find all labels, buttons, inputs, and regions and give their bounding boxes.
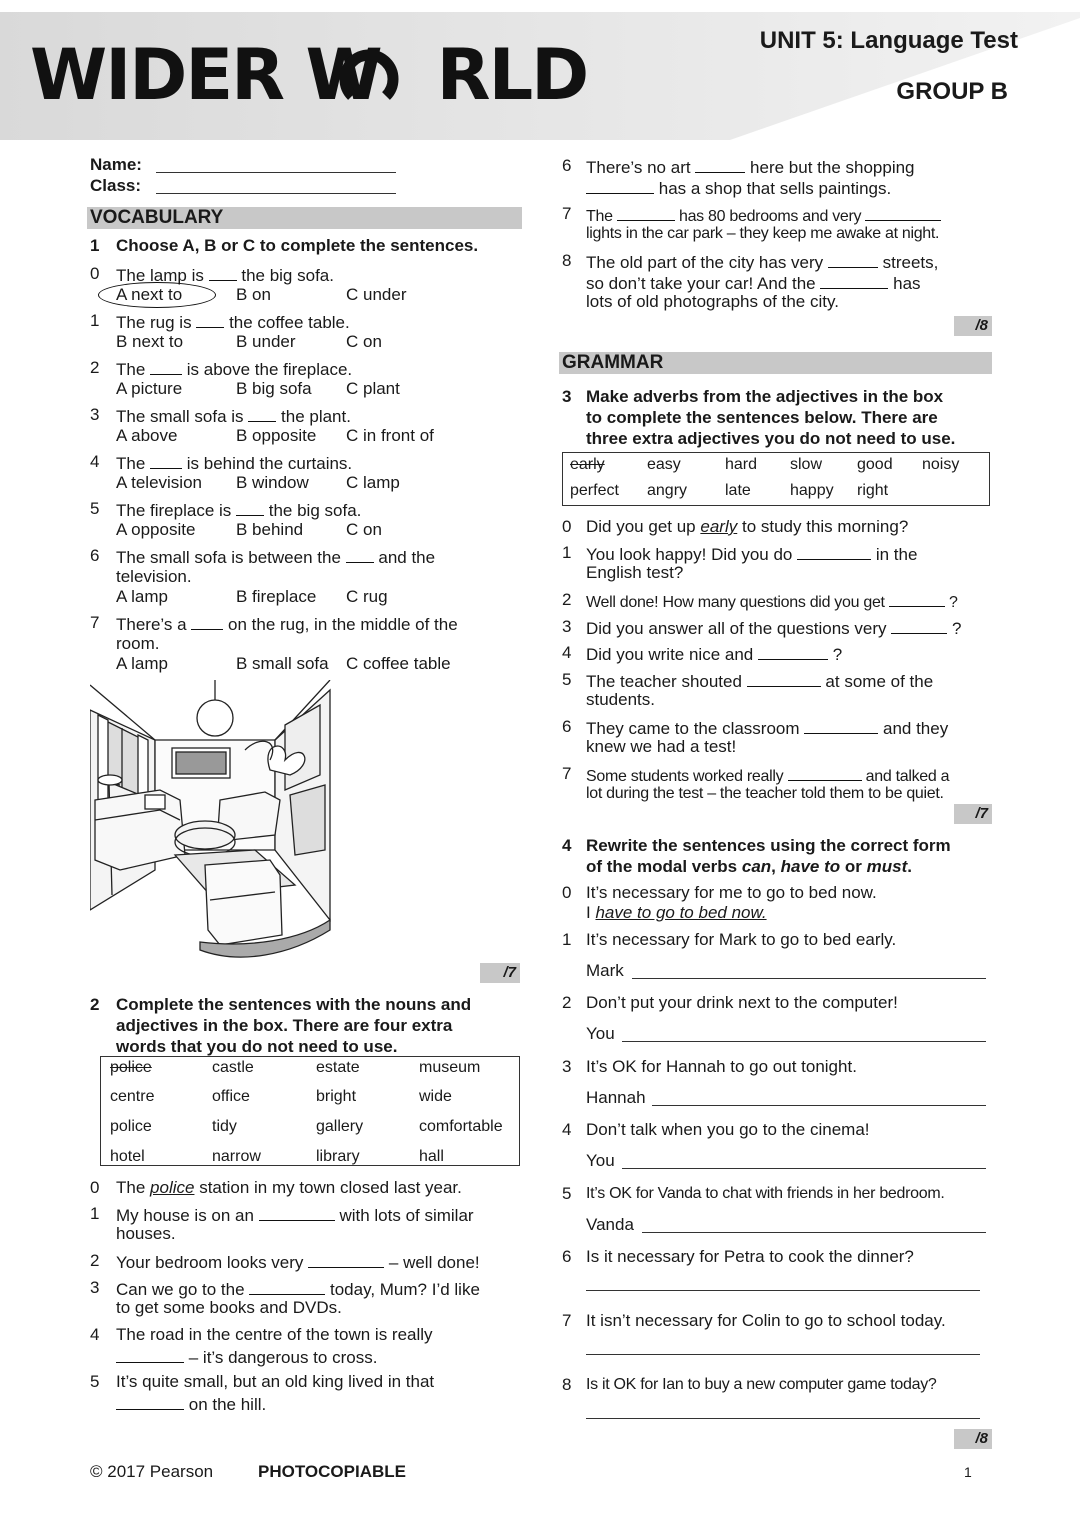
ex2-item-sentence [116,1204,474,1226]
logo: WIDER W RLD [30,34,588,116]
word-box-word: gallery [316,1118,364,1135]
answer-start: Vanda [586,1215,634,1234]
ex4-item-sentence: Don’t talk when you go to the cinema! [586,1120,870,1139]
answer-blank[interactable] [209,264,237,281]
sentence-end: on the rug, in the middle of the [228,615,458,634]
ex4-item-sentence: Is it OK for Ian to buy a new computer game today? [586,1376,937,1393]
sentence-start: Can we go to the [116,1280,245,1299]
option-c[interactable]: C on [346,520,382,539]
word-box-word: tidy [212,1118,237,1135]
sentence-end: and the [378,548,436,567]
ex3-item-sentence [586,643,842,665]
ex2-item-sentence-line2 [116,1346,377,1368]
ex1-item-sentence-line2: room. [116,634,160,653]
sentence-start: Did you write nice and [586,645,754,664]
ex2-item-sentence [116,1178,462,1198]
answer-line[interactable] [652,1105,986,1106]
sentence-start: They came to the classroom [586,719,800,738]
sentence-end: station in my town closed last year. [199,1178,462,1197]
answer-blank[interactable] [617,204,675,221]
ex1-item-number: 5 [90,499,100,518]
ex3-item-number: 0 [562,517,572,536]
example-answer: police [150,1178,195,1197]
word-box-word: happy [790,482,834,499]
ex3-item-sentence [586,590,958,613]
answer-start: Mark [586,961,624,980]
sentence-start: The fireplace is [116,501,232,520]
word-box-word: hall [419,1148,444,1165]
sentence-start: so don’t take your car! And the [586,274,816,293]
ex3-item-number: 1 [562,543,572,562]
group-label: GROUP B [896,78,1008,105]
word-box-word: estate [316,1059,360,1076]
ex3-item-sentence [586,617,961,639]
ex2-item-number: 6 [562,156,572,175]
sentence-end: – well done! [388,1253,480,1272]
ex4-item-number: 5 [562,1184,572,1203]
sentence-end: today, Mum? I’d like [330,1280,480,1299]
ex2-item-number: 2 [90,1251,100,1270]
option-a[interactable]: A lamp [116,587,168,606]
grammar-heading: GRAMMAR [559,352,992,374]
word-box-word: narrow [212,1148,261,1165]
ex4-item-number: 8 [562,1375,572,1394]
ex2-item-number: 7 [562,204,572,223]
ex2-instruction-3: words that you do not need to use. [116,1037,398,1056]
answer-blank[interactable] [788,764,862,781]
ex2-item-sentence-line3: lots of old photographs of the city. [586,292,839,311]
ex4-item-sentence: It’s necessary for Mark to go to bed early. [586,930,897,949]
ex4-instruction-1: Rewrite the sentences using the correct form [586,836,951,855]
answer-blank[interactable] [820,272,888,289]
word-box-word: library [316,1148,360,1165]
option-a[interactable]: A lamp [116,654,168,673]
word-box-word: noisy [922,456,960,473]
ex3-instruction-1: Make adverbs from the adjectives in the box [586,387,944,406]
word-box-word: wide [419,1088,452,1105]
sentence-end: to study this morning? [741,517,909,536]
ex2-item-sentence [116,1278,480,1300]
sentence-end: is behind the curtains. [186,454,353,473]
ex3-instruction-3: three extra adjectives you do not need to use. [586,429,956,448]
word-box-word: castle [212,1059,254,1076]
ex3-item-number: 5 [562,670,572,689]
answer-blank[interactable] [116,1393,184,1410]
answer-blank[interactable] [586,177,654,194]
ex3-item-number: 2 [562,590,572,609]
ex4-item-number: 1 [562,930,572,949]
sentence-start: My house is on an [116,1206,254,1225]
ex4-item-number: 2 [562,993,572,1012]
ex3-number: 3 [562,387,572,406]
sentence-start: The [116,1178,146,1197]
ex3-item-sentence [586,717,948,739]
ex4-item-number: 3 [562,1057,572,1076]
ex2-item-sentence [586,156,915,178]
sentence-start: It’s quite small, but an old king lived in that [116,1372,435,1391]
ex2-item-sentence [116,1251,480,1273]
word-box-word: hard [725,456,758,473]
example-answer: early [700,517,738,536]
class-field[interactable] [156,193,396,194]
word-box-word: early [570,456,605,473]
ex1-item-sentence [116,452,352,474]
ex2-item-sentence-line2 [586,272,921,294]
answer-line[interactable] [622,1168,986,1169]
ex1-item-number: 6 [90,546,100,565]
answer-start: You [586,1151,615,1170]
ex4-example-answer-line [586,903,767,923]
answer-blank[interactable] [891,617,947,634]
option-b[interactable]: B big sofa [236,379,312,398]
answer-start: Hannah [586,1088,646,1107]
answer-blank[interactable] [191,613,223,630]
answer-blank[interactable] [695,156,745,173]
ex3-item-sentence [586,517,908,537]
answer-blank[interactable] [828,251,878,268]
sentence-start: There’s a [116,615,187,634]
ex3-item-number: 6 [562,717,572,736]
answer-line[interactable] [642,1232,986,1233]
ex2-item-sentence-line2: lights in the car park – they keep me awake at night. [586,225,940,242]
sentence-end: streets, [882,253,939,272]
sentence-start: Well done! How many questions did you get [586,594,885,611]
answer-blank[interactable] [865,204,941,221]
ex3-item-sentence-line2: lot during the test – the teacher told them to be quiet. [586,785,944,802]
word-box-word: good [857,456,893,473]
option-a[interactable]: A above [116,426,178,445]
ex3-item-number: 3 [562,617,572,636]
sentence-start: The small sofa is [116,407,244,426]
sentence-start: The small sofa is between the [116,548,341,567]
word-box-word: right [857,482,889,499]
option-a[interactable]: A picture [116,379,183,398]
option-c[interactable]: C in front of [346,426,434,445]
sentence-end: is above the fireplace. [186,360,353,379]
ex4-instruction-2: of the modal verbs can, have to or must. [586,857,912,876]
sentence-end: and they [883,719,949,738]
ex1-item-sentence [116,311,350,333]
ex4-item-sentence: It isn’t necessary for Colin to go to school today. [586,1311,946,1330]
ex1-item-number: 7 [90,613,100,632]
ex4-score: /8 [954,1429,992,1449]
ex2-item-sentence-line2 [116,1393,266,1415]
sentence-end: on the hill. [188,1395,267,1414]
class-label: Class: [90,176,142,195]
option-a[interactable]: A next to [116,285,183,304]
ex4-item-number: 7 [562,1311,572,1330]
word-box-word: police [110,1059,152,1076]
option-b[interactable]: B on [236,285,271,304]
option-c[interactable]: C on [346,332,382,351]
sentence-end: ? [951,619,962,638]
sentence-end: here but the shopping [750,158,915,177]
selected-answer-circle [98,282,216,308]
copyright: © 2017 Pearson [90,1462,214,1481]
ex3-item-number: 7 [562,764,572,783]
sentence-start: Some students worked really [586,768,784,785]
ex2-item-sentence [116,1372,434,1392]
option-c[interactable]: C coffee table [346,654,451,673]
ex2-item-sentence [116,1325,433,1345]
option-c[interactable]: C plant [346,379,400,398]
word-box-word: police [110,1118,152,1135]
answer-blank[interactable] [346,546,374,563]
name-label: Name: [90,155,142,174]
ex4-item-number: 6 [562,1247,572,1266]
word-box-word: easy [647,456,681,473]
option-b[interactable]: B fireplace [236,587,317,606]
answer-blank[interactable] [804,717,878,734]
ex1-number: 1 [90,236,100,255]
option-b[interactable]: B under [236,332,296,351]
answer-start: You [586,1024,615,1043]
sentence-start: The rug is [116,313,192,332]
option-a[interactable]: A television [116,473,202,492]
sentence-start: The lamp is [116,266,204,285]
word-box-word: angry [647,482,688,499]
ex1-item-number: 1 [90,311,100,330]
answer-line[interactable] [622,1041,986,1042]
option-c[interactable]: C lamp [346,473,400,492]
answer-blank[interactable] [747,670,821,687]
word-box-word: slow [790,456,823,473]
ex3-item-sentence [586,543,917,565]
answer-line[interactable] [632,978,986,979]
unit-title: UNIT 5: Language Test [759,27,1018,54]
ex2-item-number: 5 [90,1372,100,1391]
sentence-start: The road in the centre of the town is really [116,1325,433,1344]
ex1-item-number: 0 [90,264,100,283]
example-answer: have to go to bed now. [595,903,767,922]
ex3-item-number: 4 [562,643,572,662]
sentence-end: has a shop that sells paintings. [658,179,892,198]
ex4-item-sentence: Is it necessary for Petra to cook the dinner? [586,1247,914,1266]
sentence-start: The [586,208,613,225]
answer-line[interactable] [586,1418,980,1419]
ex3-score: /7 [954,804,992,824]
name-field[interactable] [156,172,396,173]
sentence-end: has [893,274,921,293]
sentence-end: – it’s dangerous to cross. [188,1348,378,1367]
word-box-word: perfect [570,482,619,499]
word-box-word: hotel [110,1148,145,1165]
answer-blank[interactable] [150,452,182,469]
ex3-item-sentence-line2: students. [586,690,655,709]
word-box-word: comfortable [419,1118,503,1135]
ex2-item-number: 4 [90,1325,100,1344]
ex2-item-number: 8 [562,251,572,270]
ex2-item-sentence-line2 [586,177,891,199]
ex1-score: /7 [480,963,520,983]
answer-blank[interactable] [116,1346,184,1363]
sentence-end: at some of the [825,672,934,691]
answer-blank[interactable] [196,311,224,328]
sentence-end: ? [949,594,958,611]
sentence-end: with lots of similar [339,1206,474,1225]
sentence-end: ? [832,645,843,664]
sentence-middle: has 80 bedrooms and very [678,208,862,225]
answer-blank[interactable] [248,405,276,422]
sentence-start: The old part of the city has very [586,253,824,272]
answer-line[interactable] [586,1290,980,1291]
option-a[interactable]: A opposite [116,520,196,539]
ex1-item-sentence [116,613,458,635]
word-box-word: bright [316,1088,357,1105]
ex2-item-sentence-line2: houses. [116,1224,176,1243]
ex2-instruction-2: adjectives in the box. There are four extra [116,1016,453,1035]
sentence-start: You look happy! Did you do [586,545,793,564]
answer-blank[interactable] [758,643,828,660]
ex1-item-sentence [116,546,435,568]
sentence-start: Your bedroom looks very [116,1253,304,1272]
sentence-start: There’s no art [586,158,691,177]
ex2-score: /8 [954,316,992,336]
sentence-start: Did you answer all of the questions very [586,619,887,638]
ex2-item-number: 3 [90,1278,100,1297]
ex4-item-sentence: Don’t put your drink next to the computer! [586,993,898,1012]
answer-blank[interactable] [797,543,871,560]
option-b[interactable]: B opposite [236,426,317,445]
sentence-end: the big sofa. [268,501,362,520]
ex1-item-number: 2 [90,358,100,377]
option-b[interactable]: B window [236,473,309,492]
sentence-start: Did you get up [586,517,696,536]
option-c[interactable]: C under [346,285,407,304]
sentence-end: the big sofa. [241,266,334,285]
word-box-word: centre [110,1088,155,1105]
ex4-number: 4 [562,836,572,855]
option-b[interactable]: B behind [236,520,304,539]
logo-o-icon [338,44,400,106]
ex4-item-number: 0 [562,883,572,902]
living-room-illustration [90,680,335,960]
page-number: 1 [964,1464,972,1480]
word-box-word: late [725,482,751,499]
ex2-item-number: 1 [90,1204,100,1223]
ex4-item-sentence: It’s necessary for me to go to bed now. [586,883,877,902]
ex4-item-sentence: It’s OK for Hannah to go out tonight. [586,1057,857,1076]
photocopiable-label: PHOTOCOPIABLE [258,1462,406,1481]
ex2-instruction-1: Complete the sentences with the nouns and [116,995,472,1014]
ex3-instruction-2: to complete the sentences below. There are [586,408,938,427]
answer-blank[interactable] [308,1251,384,1268]
answer-blank[interactable] [249,1278,325,1295]
answer-start: I [586,903,591,922]
answer-line[interactable] [586,1354,980,1355]
sentence-end: and talked a [865,768,950,785]
ex2-number: 2 [90,995,100,1014]
sentence-start: The [116,360,146,379]
ex1-item-number: 4 [90,452,100,471]
sentence-start: The teacher shouted [586,672,742,691]
answer-blank[interactable] [236,499,264,516]
option-c[interactable]: C rug [346,587,388,606]
ex1-item-number: 3 [90,405,100,424]
option-b[interactable]: B small sofa [236,654,329,673]
sentence-end: the coffee table. [229,313,350,332]
word-box-word: office [212,1088,250,1105]
sentence-start: The [116,454,146,473]
ex1-item-sentence [116,499,361,521]
ex2-item-number: 0 [90,1178,100,1197]
sentence-end: in the [875,545,918,564]
ex4-item-sentence: It’s OK for Vanda to chat with friends in her bedroom. [586,1185,945,1202]
word-box-word: museum [419,1059,481,1076]
ex4-item-number: 4 [562,1120,572,1139]
answer-blank[interactable] [259,1204,335,1221]
ex1-instruction: Choose A, B or C to complete the sentences. [116,236,479,255]
ex3-item-sentence [586,670,933,692]
ex2-item-sentence-line2: to get some books and DVDs. [116,1298,342,1317]
option-a[interactable]: B next to [116,332,184,351]
sentence-end: the plant. [281,407,351,426]
ex1-item-sentence [116,358,352,380]
ex1-item-sentence-line2: television. [116,567,192,586]
ex3-item-sentence-line2: knew we had a test! [586,737,737,756]
answer-blank[interactable] [889,590,945,607]
answer-blank[interactable] [150,358,182,375]
ex2-item-sentence [586,251,938,273]
ex3-item-sentence-line2: English test? [586,563,684,582]
ex1-item-sentence [116,405,351,427]
vocabulary-heading: VOCABULARY [87,207,522,229]
